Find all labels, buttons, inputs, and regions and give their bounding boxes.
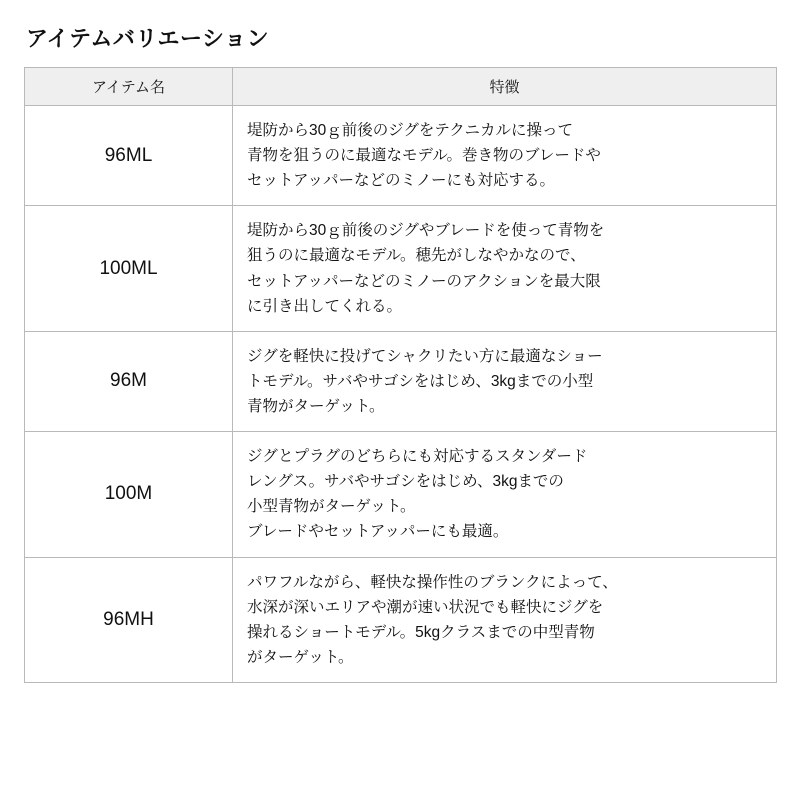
cell-item-name: 96M <box>25 331 233 431</box>
feature-line: 水深が深いエリアや潮が速い状況でも軽快にジグを <box>247 598 604 616</box>
feature-line: セットアッパーなどのミノーのアクションを最大限 <box>247 272 601 290</box>
table-row <box>25 106 777 206</box>
cell-item-name: 96ML <box>25 106 233 206</box>
table-row <box>25 557 777 682</box>
column-header-feature: 特徴 <box>233 68 777 106</box>
feature-line: 青物を狙うのに最適なモデル。巻き物のブレードや <box>247 147 601 165</box>
feature-line: 操れるショートモデル。5kgクラスまでの中型青物 <box>247 623 595 641</box>
page-title: アイテムバリエーション <box>26 26 270 51</box>
feature-line: がターゲット。 <box>247 648 354 666</box>
table-body <box>25 106 777 683</box>
feature-line: 青物がターゲット。 <box>247 397 385 415</box>
feature-line: トモデル。サバやサゴシをはじめ、3kgまでの小型 <box>247 372 594 390</box>
table-row <box>25 432 777 557</box>
item-variation-table <box>24 67 777 683</box>
feature-line: パワフルながら、軽快な操作性のブランクによって、 <box>247 573 618 591</box>
cell-item-name: 100ML <box>25 206 233 331</box>
column-header-item-name: アイテム名 <box>25 68 233 106</box>
feature-line: 堤防から30ｇ前後のジグやブレードを使って青物を <box>247 222 605 240</box>
feature-line: ジグとプラグのどちらにも対応するスタンダード <box>247 448 588 466</box>
cell-item-feature <box>233 331 777 431</box>
cell-item-feature <box>233 206 777 331</box>
feature-line: に引き出してくれる。 <box>247 297 403 315</box>
feature-line: セットアッパーなどのミノーにも対応する。 <box>247 172 555 190</box>
feature-line: 狙うのに最適なモデル。穂先がしなやかなので、 <box>247 247 586 265</box>
cell-item-feature <box>233 432 777 557</box>
feature-line: レングス。サバやサゴシをはじめ、3kgまでの <box>247 473 564 491</box>
feature-line: 小型青物がターゲット。 <box>247 498 416 516</box>
cell-item-feature <box>233 106 777 206</box>
cell-item-name: 100M <box>25 432 233 557</box>
cell-item-feature <box>233 557 777 682</box>
table-row <box>25 206 777 331</box>
table-header <box>25 68 777 106</box>
feature-line: ジグを軽快に投げてシャクリたい方に最適なショー <box>247 347 603 365</box>
table-header-row <box>25 68 777 106</box>
feature-line: 堤防から30ｇ前後のジグをテクニカルに操って <box>247 122 574 139</box>
feature-line: ブレードやセットアッパーにも最適。 <box>247 523 509 541</box>
cell-item-name: 96MH <box>25 557 233 682</box>
table-row <box>25 331 777 431</box>
